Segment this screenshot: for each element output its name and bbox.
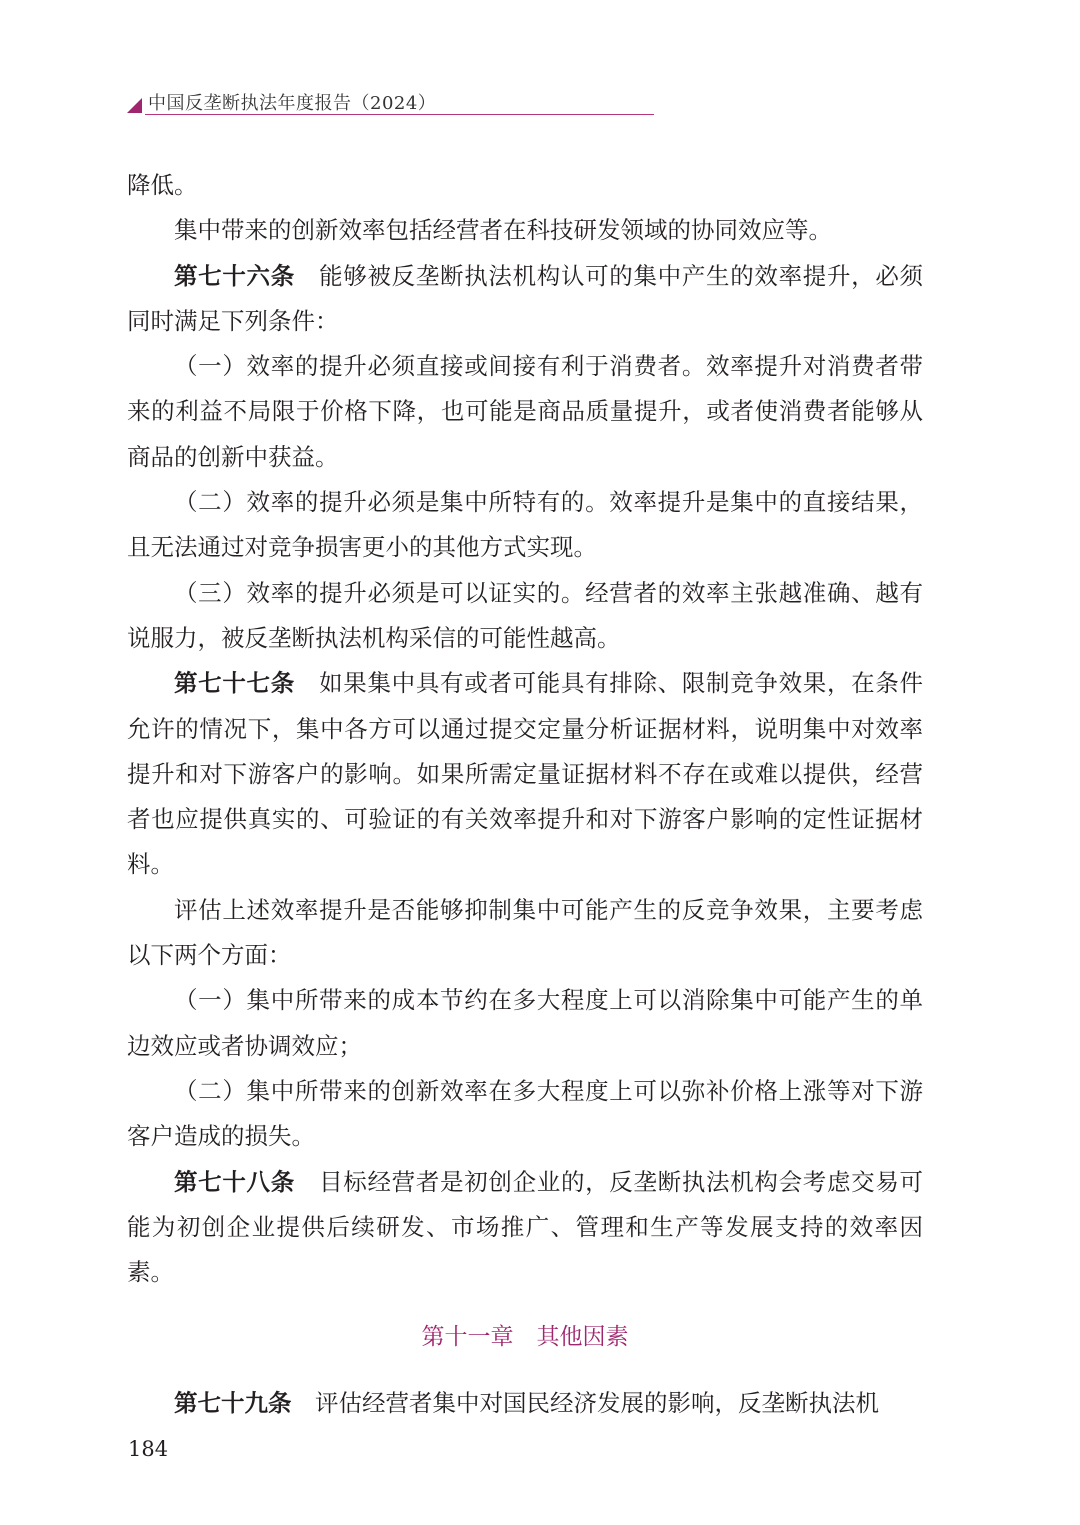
chapter-heading: 第十一章 其他因素 — [421, 1324, 629, 1351]
paragraph-1: 集中带来的创新效率包括经营者在科技研发领域的协同效应等。 — [174, 216, 832, 245]
article-number: 第七十九条 — [174, 1388, 292, 1417]
paragraph-3: （一）效率的提升必须直接或间接有利于消费者。效率提升对消费者带来的利益不局限于价格下降，也可能是商品质量提升，或者使消费者能够从商品的创新中获益。 — [127, 352, 923, 471]
article-text: 能够被反垄断执法机构认可的集中产生的效率提升，必须同时满足下列条件： — [127, 261, 924, 335]
paragraph-4: （二）效率的提升必须是集中所特有的。效率提升是集中的直接结果，且无法通过对竞争损害更小的其他方式实现。 — [127, 488, 923, 562]
paragraph-final — [127, 1381, 923, 1426]
paragraph-2 — [127, 254, 923, 345]
header-rule — [145, 114, 654, 115]
paragraph-10 — [127, 1160, 923, 1296]
article-number: 第七十六条 — [174, 261, 295, 290]
article-number: 第七十七条 — [174, 669, 295, 698]
paragraph-0: 降低。 — [127, 171, 198, 199]
paragraph-9: （二）集中所带来的创新效率在多大程度上可以弥补价格上涨等对下游客户造成的损失。 — [127, 1076, 923, 1151]
running-header-title: 中国反垄断执法年度报告（2024） — [148, 93, 437, 114]
page-body — [127, 163, 923, 1426]
article-text: 评估经营者集中对国民经济发展的影响，反垄断执法机 — [315, 1388, 879, 1417]
paragraph-8: （一）集中所带来的成本节约在多大程度上可以消除集中可能产生的单边效应或者协调效应； — [127, 986, 923, 1060]
article-text: 如果集中具有或者可能具有排除、限制竞争效果，在条件允许的情况下，集中各方可以通过提交定量分析证据材料，说明集中对效率提升和对下游客户的影响。如果所需定量证据材料不存在或难以提供，经营者也应提供真实的、可验证的有关效率提升和对下游客户影响的定性证据材料。 — [127, 669, 924, 879]
header-triangle-icon — [127, 98, 142, 113]
paragraph-6 — [127, 661, 923, 887]
article-number: 第七十八条 — [174, 1167, 295, 1196]
article-text: 目标经营者是初创企业的，反垄断执法机构会考虑交易可能为初创企业提供后续研发、市场推广、管理和生产等发展支持的效率因素。 — [127, 1167, 924, 1287]
paragraph-7: 评估上述效率提升是否能够抑制集中可能产生的反竞争效果，主要考虑以下两个方面： — [127, 895, 923, 970]
paragraph-5: （三）效率的提升必须是可以证实的。经营者的效率主张越准确、越有说服力，被反垄断执法机构采信的可能性越高。 — [127, 578, 923, 652]
page-number: 184 — [128, 1437, 169, 1461]
